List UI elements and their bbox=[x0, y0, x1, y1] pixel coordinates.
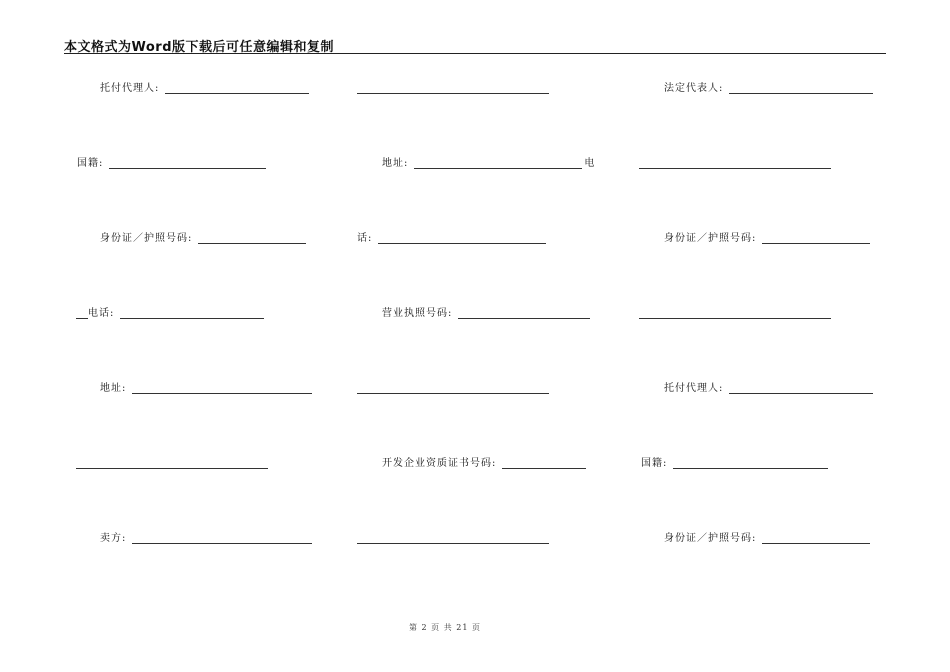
label-legal-rep: 法定代表人: bbox=[664, 83, 724, 94]
blank-agent-1[interactable] bbox=[165, 83, 309, 94]
label-address-1: 地址: bbox=[382, 158, 409, 169]
label-id-passport-2: 身份证／护照号码: bbox=[664, 233, 757, 244]
field-agent-1 bbox=[100, 80, 309, 94]
blank-r1c2[interactable] bbox=[357, 83, 549, 94]
field-phone-2 bbox=[76, 305, 264, 319]
document-header bbox=[64, 34, 886, 54]
field-blank-r7c2 bbox=[357, 530, 549, 544]
blank-nationality-2[interactable] bbox=[673, 458, 828, 469]
label-business-license: 营业执照号码: bbox=[382, 308, 453, 319]
blank-agent-2[interactable] bbox=[729, 383, 873, 394]
field-nationality-2 bbox=[641, 455, 828, 469]
field-legal-rep bbox=[664, 80, 873, 94]
label-nationality-1: 国籍: bbox=[77, 158, 104, 169]
field-blank-r1c2 bbox=[357, 80, 549, 94]
field-nationality-1 bbox=[77, 155, 266, 169]
blank-phone-2-prefix[interactable] bbox=[76, 308, 88, 319]
blank-nationality-1[interactable] bbox=[109, 158, 266, 169]
field-developer-cert bbox=[382, 455, 586, 469]
blank-r6c1[interactable] bbox=[76, 458, 268, 469]
blank-id-passport-1[interactable] bbox=[198, 233, 306, 244]
field-agent-2 bbox=[664, 380, 873, 394]
label-agent-1: 托付代理人: bbox=[100, 83, 160, 94]
blank-id-passport-3[interactable] bbox=[762, 533, 870, 544]
blank-r4c3[interactable] bbox=[639, 308, 831, 319]
blank-address-2[interactable] bbox=[132, 383, 312, 394]
label-agent-2: 托付代理人: bbox=[664, 383, 724, 394]
blank-r7c2[interactable] bbox=[357, 533, 549, 544]
blank-phone-cont[interactable] bbox=[378, 233, 546, 244]
field-address-1 bbox=[382, 155, 594, 169]
label-developer-cert: 开发企业资质证书号码: bbox=[382, 458, 497, 469]
field-address-2 bbox=[100, 380, 312, 394]
label-id-passport-3: 身份证／护照号码: bbox=[664, 533, 757, 544]
field-id-passport-3 bbox=[664, 530, 870, 544]
blank-r5c2[interactable] bbox=[357, 383, 549, 394]
field-phone-cont bbox=[357, 230, 546, 244]
page-footer bbox=[0, 622, 890, 633]
blank-business-license[interactable] bbox=[458, 308, 590, 319]
blank-legal-rep[interactable] bbox=[729, 83, 873, 94]
blank-developer-cert[interactable] bbox=[502, 458, 586, 469]
field-business-license bbox=[382, 305, 590, 319]
field-seller bbox=[100, 530, 312, 544]
blank-seller[interactable] bbox=[132, 533, 312, 544]
label-phone-2: 电话: bbox=[88, 308, 115, 319]
blank-id-passport-2[interactable] bbox=[762, 233, 870, 244]
field-id-passport-1 bbox=[100, 230, 306, 244]
blank-r2c3[interactable] bbox=[639, 158, 831, 169]
field-blank-r4c3 bbox=[639, 305, 831, 319]
field-blank-r5c2 bbox=[357, 380, 549, 394]
header-title: 本文格式为Word版下载后可任意编辑和复制 bbox=[64, 40, 335, 55]
blank-address-1[interactable] bbox=[414, 158, 582, 169]
field-blank-r2c3 bbox=[639, 155, 831, 169]
label-nationality-2: 国籍: bbox=[641, 458, 668, 469]
label-id-passport-1: 身份证／护照号码: bbox=[100, 233, 193, 244]
label-phone-cont: 话: bbox=[357, 233, 373, 244]
blank-phone-2[interactable] bbox=[120, 308, 264, 319]
field-blank-r6c1 bbox=[76, 455, 268, 469]
page-number: 第 2 页 共 21 页 bbox=[409, 623, 481, 632]
label-address-2: 地址: bbox=[100, 383, 127, 394]
address-1-suffix: 电 bbox=[584, 158, 595, 169]
field-id-passport-2 bbox=[664, 230, 870, 244]
label-seller: 卖方: bbox=[100, 533, 127, 544]
